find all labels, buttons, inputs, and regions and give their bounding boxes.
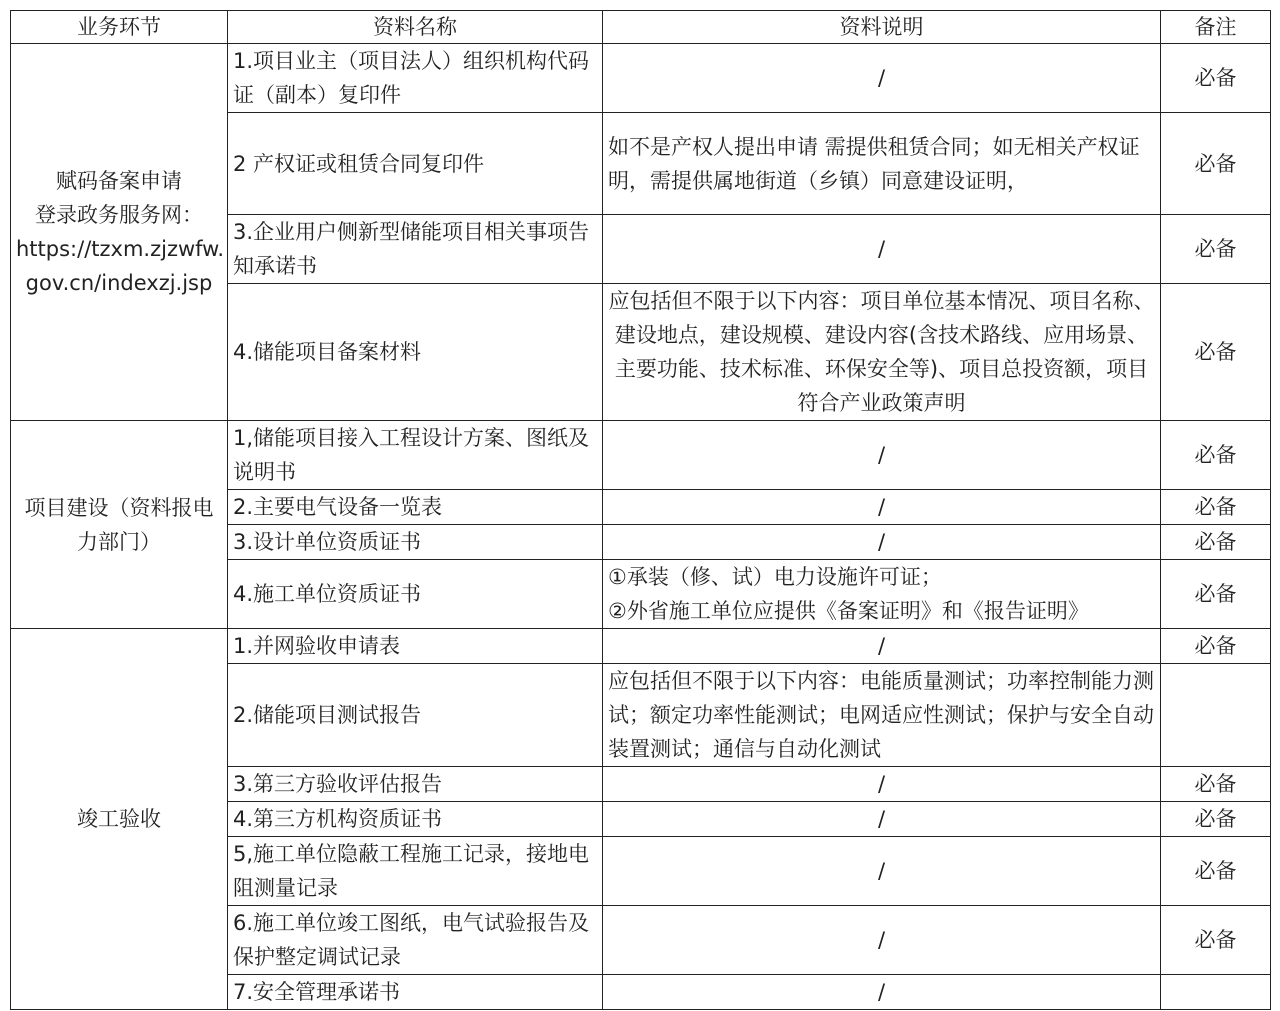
header-row [11, 11, 1271, 44]
requirements-table [10, 10, 1271, 1010]
material-desc: / [603, 802, 1161, 837]
material-desc: / [603, 215, 1161, 284]
material-note: 必备 [1161, 906, 1271, 975]
material-name: 2 产权证或租赁合同复印件 [228, 113, 603, 215]
material-note: 必备 [1161, 767, 1271, 802]
material-desc: / [603, 490, 1161, 525]
material-name: 3.第三方验收评估报告 [228, 767, 603, 802]
material-name: 4.施工单位资质证书 [228, 560, 603, 629]
desc-line: ②外省施工单位应提供《备案证明》和《报告证明》 [608, 599, 1089, 623]
material-desc: / [603, 837, 1161, 906]
stage-cell-filing [11, 44, 228, 421]
material-name: 1,储能项目接入工程设计方案、图纸及说明书 [228, 421, 603, 490]
material-desc: / [603, 629, 1161, 664]
table-row [11, 629, 1271, 664]
stage-line: gov.cn/indexzj.jsp [25, 271, 213, 295]
stage-line: 登录政务服务网： [35, 203, 203, 227]
stage-line: https://tzxm.zjzwfw. [16, 237, 225, 261]
material-note: 必备 [1161, 629, 1271, 664]
material-desc: / [603, 767, 1161, 802]
material-note: 必备 [1161, 525, 1271, 560]
material-name: 3.企业用户侧新型储能项目相关事项告知承诺书 [228, 215, 603, 284]
material-name: 5,施工单位隐蔽工程施工记录，接地电阻测量记录 [228, 837, 603, 906]
material-note: 必备 [1161, 802, 1271, 837]
material-note: 必备 [1161, 44, 1271, 113]
material-note: 必备 [1161, 560, 1271, 629]
material-desc: / [603, 44, 1161, 113]
header-material-desc: 资料说明 [603, 11, 1161, 44]
material-name: 2.主要电气设备一览表 [228, 490, 603, 525]
material-desc: / [603, 906, 1161, 975]
material-note: 必备 [1161, 215, 1271, 284]
material-name: 2.储能项目测试报告 [228, 664, 603, 767]
stage-cell-construction [11, 421, 228, 629]
header-stage: 业务环节 [11, 11, 228, 44]
material-note: 必备 [1161, 421, 1271, 490]
material-name: 6.施工单位竣工图纸，电气试验报告及保护整定调试记录 [228, 906, 603, 975]
material-note: 必备 [1161, 837, 1271, 906]
material-desc: / [603, 421, 1161, 490]
header-note: 备注 [1161, 11, 1271, 44]
table-row [11, 421, 1271, 490]
table-row [11, 44, 1271, 113]
stage-line: 赋码备案申请 [56, 169, 182, 193]
material-name: 7.安全管理承诺书 [228, 975, 603, 1010]
desc-line: ①承装（修、试）电力设施许可证； [608, 565, 942, 589]
stage-cell-acceptance [11, 629, 228, 1010]
material-name: 4.第三方机构资质证书 [228, 802, 603, 837]
header-material-name: 资料名称 [228, 11, 603, 44]
material-desc: / [603, 975, 1161, 1010]
material-note: 必备 [1161, 490, 1271, 525]
material-desc: / [603, 525, 1161, 560]
stage-line: 竣工验收 [77, 807, 161, 831]
stage-line: 项目建设（资料报电力部门） [24, 495, 214, 554]
material-desc: 如不是产权人提出申请 需提供租赁合同；如无相关产权证明，需提供属地街道（乡镇）同意建设证明， [603, 113, 1161, 215]
material-name: 1.项目业主（项目法人）组织机构代码证（副本）复印件 [228, 44, 603, 113]
material-desc: 应包括但不限于以下内容：项目单位基本情况、项目名称、建设地点，建设规模、建设内容(含技术路线、应用场景、主要功能、技术标准、环保安全等)、项目总投资额，项目符合产业政策声明 [603, 284, 1161, 421]
material-name: 1.并网验收申请表 [228, 629, 603, 664]
material-name: 4.储能项目备案材料 [228, 284, 603, 421]
material-name: 3.设计单位资质证书 [228, 525, 603, 560]
material-desc [603, 560, 1161, 629]
material-note: 必备 [1161, 113, 1271, 215]
material-desc: 应包括但不限于以下内容：电能质量测试；功率控制能力测试；额定功率性能测试；电网适应性测试；保护与安全自动装置测试；通信与自动化测试 [603, 664, 1161, 767]
material-note: 必备 [1161, 284, 1271, 421]
material-note [1161, 664, 1271, 767]
material-note [1161, 975, 1271, 1010]
